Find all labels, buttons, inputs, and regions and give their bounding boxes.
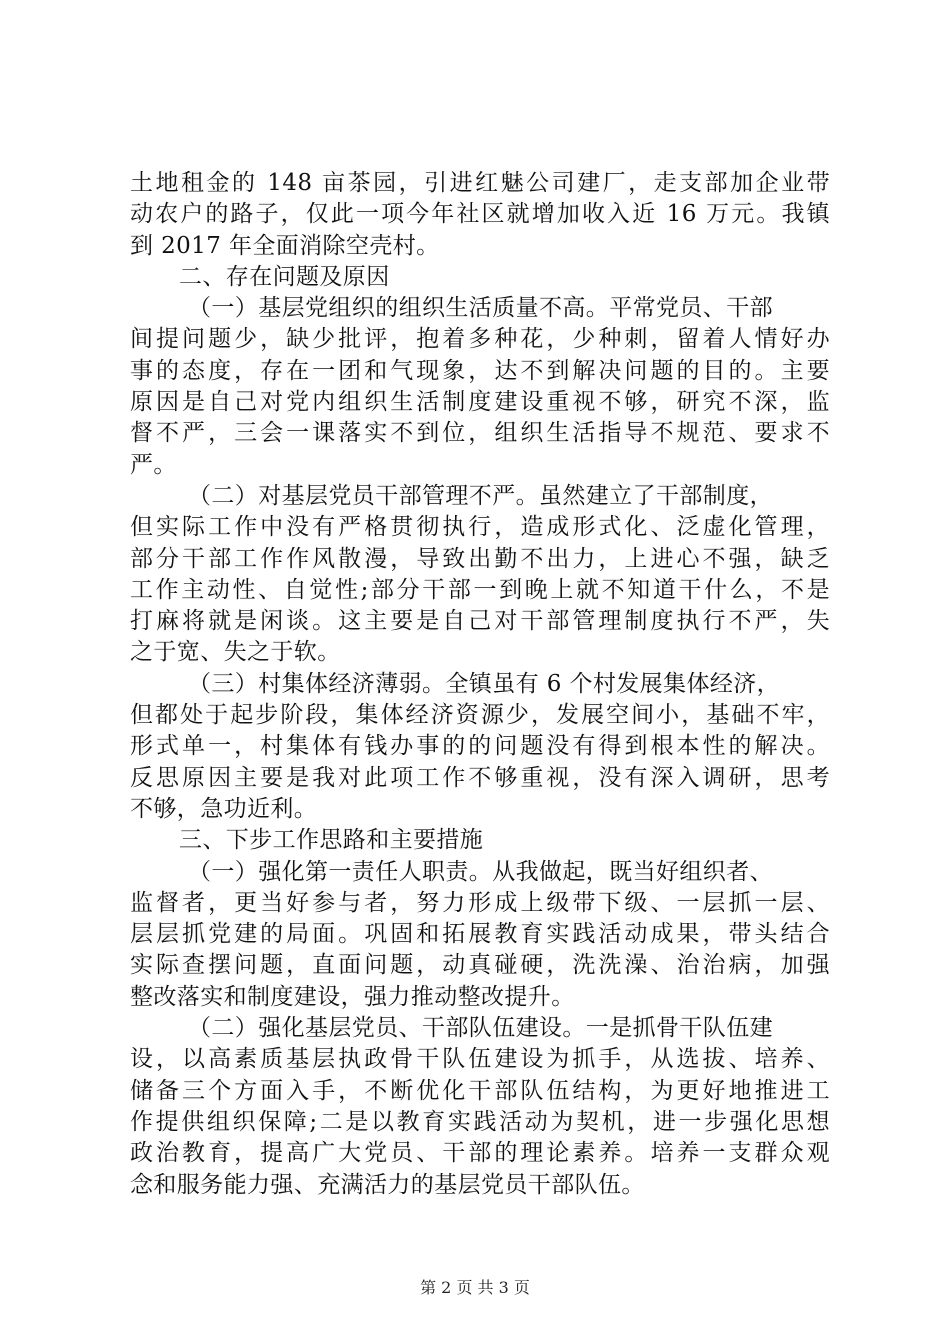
text-line: 政治教育，提高广大党员、干部的理论素养。培养一支群众观 — [130, 1140, 830, 1167]
text-line: 之于宽、失之于软。 — [130, 639, 341, 666]
text-line: 形式单一，村集体有钱办事的的问题没有得到根本性的解决。 — [130, 733, 830, 760]
text-line: 监督者，更当好参与者，努力形成上级带下级、一层抓一层、 — [130, 889, 830, 916]
text-line: 实际查摆问题，直面问题，动真碰硬，洗洗澡、治治病，加强 — [130, 952, 830, 979]
text-line: 到 2017 年全面消除空壳村。 — [130, 232, 440, 259]
section-heading: 二、存在问题及原因 — [179, 263, 390, 290]
text-line: 作提供组织保障;二是以教育实践活动为契机，进一步强化思想 — [130, 1108, 830, 1135]
text-line: 层层抓党建的局面。巩固和拓展教育实践活动成果，带头结合 — [130, 921, 830, 948]
text-line: 但都处于起步阶段，集体经济资源少，发展空间小，基础不牢， — [130, 702, 830, 729]
text-line: （三）村集体经济薄弱。全镇虽有 6 个村发展集体经济， — [188, 670, 781, 697]
text-line: 事的态度，存在一团和气现象，达不到解决问题的目的。主要 — [130, 357, 830, 384]
text-line: 不够，急功近利。 — [130, 795, 318, 822]
text-line: 原因是自己对党内组织生活制度建设重视不够，研究不深，监 — [130, 389, 830, 416]
text-line: 督不严，三会一课落实不到位，组织生活指导不规范、要求不 — [130, 420, 830, 447]
text-line: 工作主动性、自觉性;部分干部一到晚上就不知道干什么，不是 — [130, 576, 830, 603]
section-heading: 三、下步工作思路和主要措施 — [179, 827, 484, 854]
text-line: 部分干部工作作风散漫，导致出勤不出力，上进心不强，缺乏 — [130, 545, 830, 572]
text-line: 动农户的路子，仅此一项今年社区就增加收入近 16 万元。我镇 — [130, 201, 830, 228]
text-line: 土地租金的 148 亩茶园，引进红魅公司建厂，走支部加企业带 — [130, 170, 830, 196]
text-line: 反思原因主要是我对此项工作不够重视，没有深入调研，思考 — [130, 764, 830, 791]
document-body — [130, 168, 830, 1201]
text-line: 设，以高素质基层执政骨干队伍建设为抓手，从选拔、培养、 — [130, 1046, 830, 1073]
text-line: 严。 — [130, 451, 177, 478]
text-line: 打麻将就是闲谈。这主要是自己对干部管理制度执行不严，失 — [130, 608, 830, 635]
text-line: （一）基层党组织的组织生活质量不高。平常党员、干部 — [188, 295, 773, 322]
text-line: （一）强化第一责任人职责。从我做起，既当好组织者、 — [188, 858, 773, 885]
text-line: （二）对基层党员干部管理不严。虽然建立了干部制度， — [188, 482, 773, 509]
page-footer: 第 2 页 共 3 页 — [420, 1278, 530, 1297]
text-line: 储备三个方面入手，不断优化干部队伍结构，为更好地推进工 — [130, 1077, 830, 1104]
text-line: 间提问题少，缺少批评，抱着多种花，少种刺，留着人情好办 — [130, 326, 830, 353]
text-line: 整改落实和制度建设，强力推动整改提升。 — [130, 983, 575, 1010]
text-line: （二）强化基层党员、干部队伍建设。一是抓骨干队伍建 — [188, 1015, 773, 1042]
text-line: 念和服务能力强、充满活力的基层党员干部队伍。 — [130, 1171, 645, 1198]
text-line: 但实际工作中没有严格贯彻执行，造成形式化、泛虚化管理， — [130, 514, 830, 541]
